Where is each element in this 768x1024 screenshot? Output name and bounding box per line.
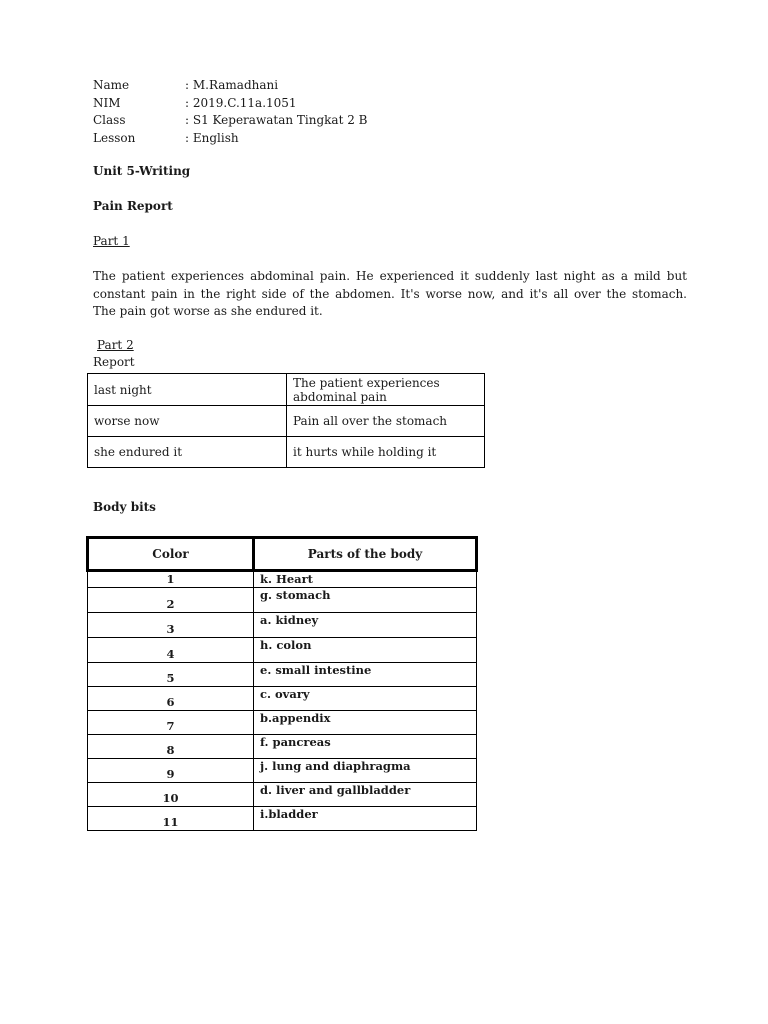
body-part: e. small intestine bbox=[254, 663, 477, 687]
body-part: a. kidney bbox=[254, 613, 477, 638]
info-value: : S1 Keperawatan Tingkat 2 B bbox=[185, 113, 368, 127]
part2-label: Part 2 bbox=[97, 338, 134, 352]
section-title: Pain Report bbox=[93, 199, 173, 213]
column-header: Color bbox=[88, 538, 254, 571]
part2-caption: Report bbox=[93, 355, 135, 369]
table-row bbox=[88, 687, 477, 711]
table-row bbox=[88, 437, 485, 468]
body-part: c. ovary bbox=[254, 687, 477, 711]
info-row-nim bbox=[93, 95, 297, 112]
info-label: Name bbox=[93, 78, 130, 92]
info-row-name bbox=[93, 77, 278, 94]
paragraph-line: The patient experiences abdominal pain. He experienced it suddenly last night as a mild but bbox=[93, 269, 687, 283]
table-row bbox=[88, 711, 477, 735]
column-header: Parts of the body bbox=[254, 538, 477, 571]
report-table bbox=[87, 373, 485, 468]
body-bits-table bbox=[86, 536, 478, 831]
part1-paragraph bbox=[93, 268, 687, 321]
table-row bbox=[88, 735, 477, 759]
body-part: k. Heart bbox=[254, 571, 477, 588]
info-row-lesson bbox=[93, 130, 239, 147]
info-label: Lesson bbox=[93, 131, 136, 145]
color-number: 3 bbox=[88, 613, 254, 638]
part1-label: Part 1 bbox=[93, 234, 130, 248]
color-number: 6 bbox=[88, 687, 254, 711]
table-row bbox=[88, 571, 477, 588]
table-row bbox=[88, 374, 485, 406]
table-row bbox=[88, 588, 477, 613]
info-row-class bbox=[93, 112, 367, 129]
body-part: h. colon bbox=[254, 638, 477, 663]
table-row bbox=[88, 663, 477, 687]
report-cell: she endured it bbox=[88, 437, 287, 468]
unit-title: Unit 5-Writing bbox=[93, 164, 191, 178]
color-number: 7 bbox=[88, 711, 254, 735]
body-part: g. stomach bbox=[254, 588, 477, 613]
table-row bbox=[88, 807, 477, 831]
body-bits-title: Body bits bbox=[93, 500, 156, 514]
body-part: b.appendix bbox=[254, 711, 477, 735]
report-cell: Pain all over the stomach bbox=[287, 406, 485, 437]
info-value: : English bbox=[185, 131, 239, 145]
report-cell: it hurts while holding it bbox=[287, 437, 485, 468]
color-number: 4 bbox=[88, 638, 254, 663]
paragraph-line: constant pain in the right side of the abdomen. It's worse now, and it's all over the stomach. bbox=[93, 286, 687, 301]
paragraph-line: The pain got worse as she endured it. bbox=[93, 304, 323, 318]
table-row bbox=[88, 613, 477, 638]
table-row bbox=[88, 759, 477, 783]
body-part: f. pancreas bbox=[254, 735, 477, 759]
report-cell: last night bbox=[88, 374, 287, 406]
info-value: : 2019.C.11a.1051 bbox=[185, 96, 297, 110]
table-row bbox=[88, 783, 477, 807]
info-label: NIM bbox=[93, 96, 121, 110]
body-part: d. liver and gallbladder bbox=[254, 783, 477, 807]
report-cell: worse now bbox=[88, 406, 287, 437]
color-number: 10 bbox=[88, 783, 254, 807]
table-row bbox=[88, 638, 477, 663]
color-number: 11 bbox=[88, 807, 254, 831]
color-number: 1 bbox=[88, 571, 254, 588]
info-label: Class bbox=[93, 113, 126, 127]
body-part: j. lung and diaphragma bbox=[254, 759, 477, 783]
color-number: 8 bbox=[88, 735, 254, 759]
info-value: : M.Ramadhani bbox=[185, 78, 279, 92]
color-number: 2 bbox=[88, 588, 254, 613]
color-number: 5 bbox=[88, 663, 254, 687]
report-cell: The patient experiences abdominal pain bbox=[287, 374, 485, 406]
body-part: i.bladder bbox=[254, 807, 477, 831]
table-row bbox=[88, 406, 485, 437]
table-header-row bbox=[88, 538, 477, 571]
color-number: 9 bbox=[88, 759, 254, 783]
